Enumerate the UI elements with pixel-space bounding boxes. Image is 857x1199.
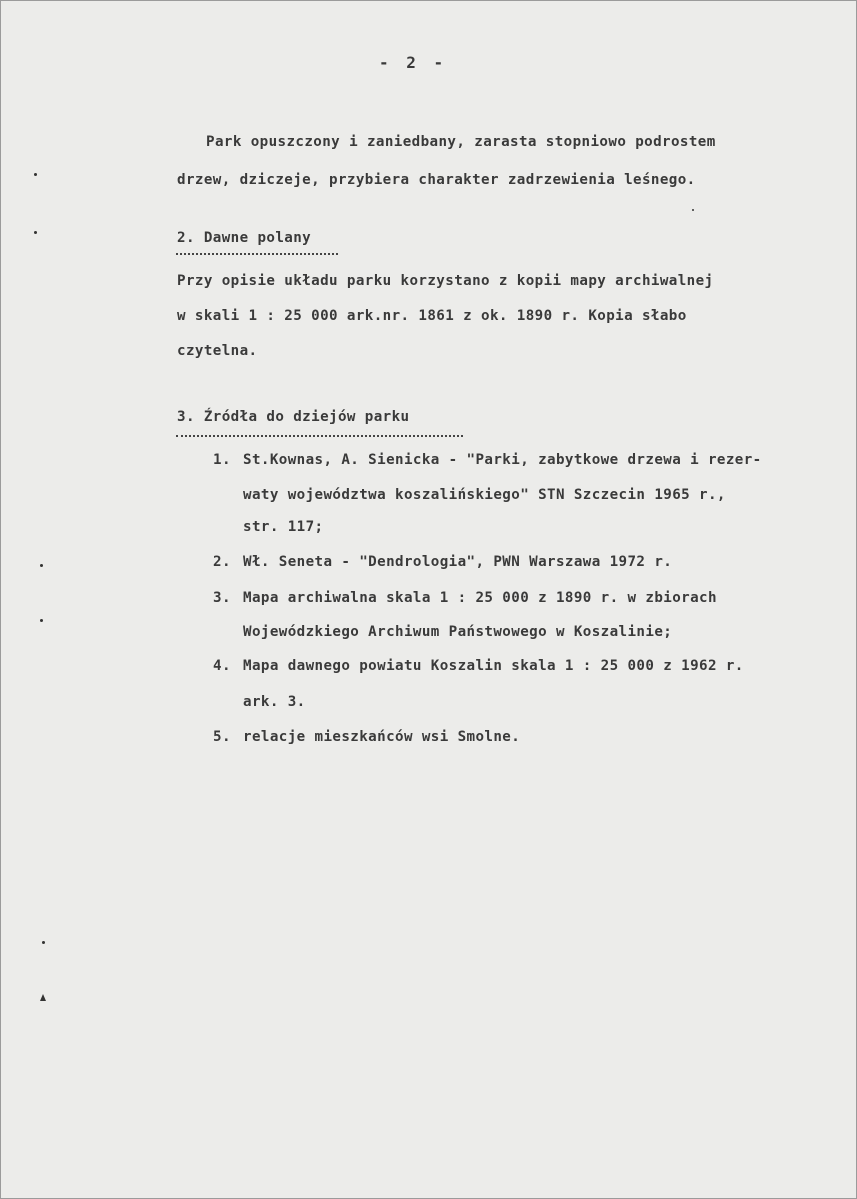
reference-line: Mapa dawnego powiatu Koszalin skala 1 : 25 000 z 1962 r. — [243, 658, 744, 674]
scan-speck — [42, 941, 45, 944]
reference-line: ark. 3. — [243, 694, 306, 710]
reference-number: 4. — [213, 658, 231, 674]
reference-line: Wł. Seneta - "Dendrologia", PWN Warszawa 1972 r. — [243, 554, 673, 570]
scan-speck — [692, 209, 694, 211]
scan-speck — [40, 619, 43, 622]
reference-line: St.Kownas, A. Sienicka - "Parki, zabytkowe drzewa i rezer- — [243, 452, 762, 468]
scan-speck — [40, 564, 43, 567]
reference-number: 2. — [213, 554, 231, 570]
reference-number: 3. — [213, 590, 231, 606]
intro-line: drzew, dziczeje, przybiera charakter zadrzewienia leśnego. — [177, 172, 696, 188]
page-number: - 2 - — [379, 53, 448, 72]
reference-line: Wojewódzkiego Archiwum Państwowego w Koszalinie; — [243, 624, 673, 640]
intro-line: Park opuszczony i zaniedbany, zarasta stopniowo podrostem — [206, 134, 716, 150]
heading-underline — [176, 435, 463, 437]
paragraph-line: Przy opisie układu parku korzystano z kopii mapy archiwalnej — [177, 273, 714, 289]
reference-line: relacje mieszkańców wsi Smolne. — [243, 729, 521, 745]
scan-speck — [34, 173, 37, 176]
scan-speck — [40, 994, 46, 1001]
paragraph-line: w skali 1 : 25 000 ark.nr. 1861 z ok. 1890 r. Kopia słabo — [177, 308, 687, 324]
section-heading: 3. Źródła do dziejów parku — [177, 409, 410, 425]
reference-line: Mapa archiwalna skala 1 : 25 000 z 1890 r. w zbiorach — [243, 590, 717, 606]
scan-speck — [34, 231, 37, 234]
reference-number: 5. — [213, 729, 231, 745]
reference-line: waty województwa koszalińskiego" STN Szczecin 1965 r., — [243, 487, 726, 503]
reference-number: 1. — [213, 452, 231, 468]
paragraph-line: czytelna. — [177, 343, 258, 359]
reference-line: str. 117; — [243, 519, 324, 535]
section-heading: 2. Dawne polany — [177, 230, 312, 246]
heading-underline — [176, 253, 338, 255]
